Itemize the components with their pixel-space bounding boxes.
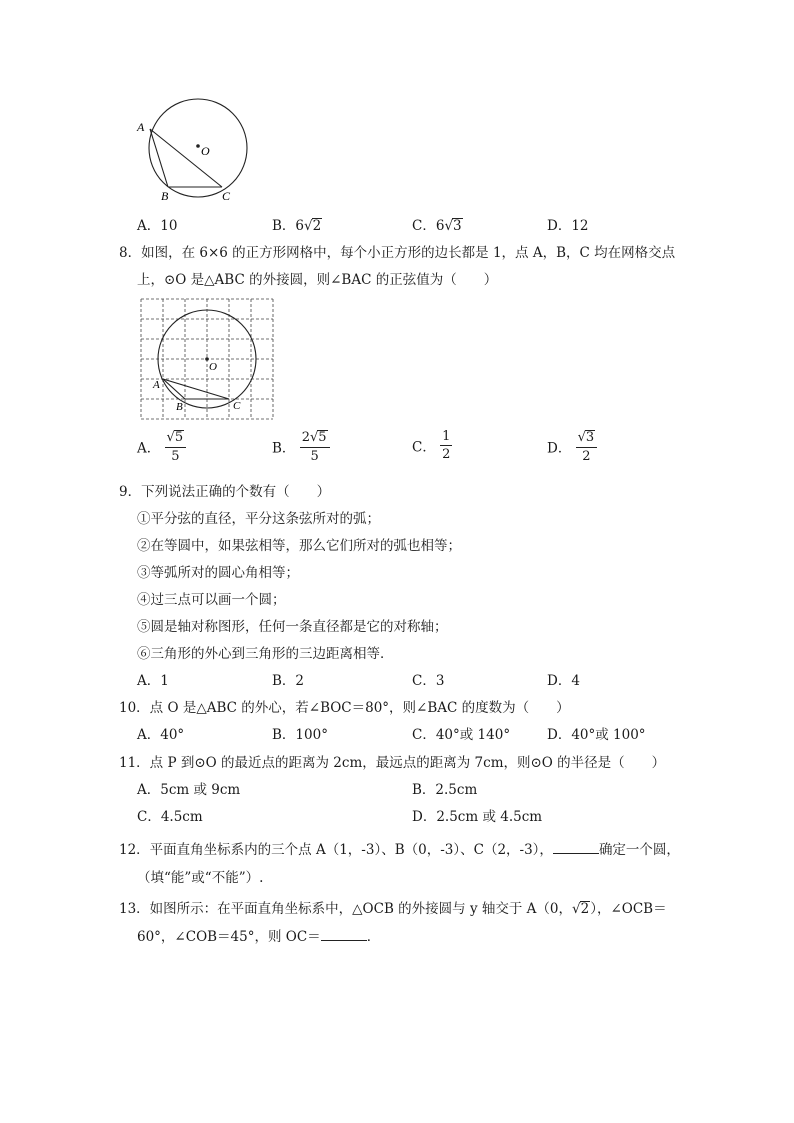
q12-answer-blank[interactable] — [553, 841, 599, 854]
q11-option-c: C．4.5cm — [137, 809, 203, 825]
q9-item-5: ⑤圆是轴对称图形，任何一条直径都是它的对称轴； — [137, 619, 448, 635]
label-o: O — [201, 144, 210, 158]
q11-stem: 11．点 P 到⊙O 的最近点的距离为 2cm，最远点的距离为 7cm，则⊙O 的半径是（ ） — [119, 755, 666, 771]
q13-line1: 13．如图所示：在平面直角坐标系中，△OCB 的外接圆与 y 轴交于 A（0，√2），∠OCB＝ — [119, 901, 667, 917]
q8-stem-line1: 8．如图，在 6×6 的正方形网格中，每个小正方形的边长都是 1，点 A，B，C 均在网格交点 — [119, 245, 676, 261]
q13-answer-blank[interactable] — [321, 928, 367, 941]
q10-stem: 10．点 O 是△ABC 的外心，若∠BOC＝80°，则∠BAC 的度数为（ ） — [119, 700, 570, 716]
q9-option-b: B．2 — [272, 673, 305, 689]
q9-item-4: ④过三点可以画一个圆； — [137, 592, 286, 608]
label-a: A — [153, 379, 160, 391]
q9-item-6: ⑥三角形的外心到三角形的三边距离相等． — [137, 646, 394, 662]
q12-hint: （填“能”或“不能”）. — [137, 870, 264, 886]
q7-option-d: D．12 — [547, 218, 589, 234]
q7-option-b: B．6√2 — [272, 218, 322, 234]
q9-option-d: D．4 — [547, 673, 580, 689]
label-b: B — [176, 401, 183, 413]
q9-item-3: ③等弧所对的圆心角相等； — [137, 565, 299, 581]
circle-o — [149, 99, 247, 197]
figure-q7-circle — [130, 92, 260, 208]
center-point — [196, 144, 200, 148]
segment-ac — [163, 379, 229, 399]
q7-option-a: A．10 — [137, 218, 178, 234]
q9-option-c: C．3 — [412, 673, 445, 689]
label-b: B — [161, 189, 169, 203]
q10-option-d: D．40°或 100° — [547, 727, 646, 743]
q8-option-a: A． $\frac{√5}{5}$ — [137, 430, 186, 463]
q13-line2: 60°，∠COB＝45°，则 OC＝ ． — [137, 929, 381, 945]
q9-option-a: A．1 — [137, 673, 169, 689]
q10-option-b: B．100° — [272, 727, 328, 743]
q10-option-c: C．40°或 140° — [412, 727, 511, 743]
label-c: C — [222, 189, 231, 203]
q9-item-2: ②在等圆中，如果弦相等，那么它们所对的弧也相等； — [137, 538, 461, 554]
label-o: O — [209, 361, 217, 373]
q8-stem-line2: 上，⊙O 是△ABC 的外接圆，则∠BAC 的正弦值为（ ） — [137, 272, 498, 288]
q10-option-a: A．40° — [137, 727, 185, 743]
q8-option-c: C． $\frac{1}{2}$ — [412, 429, 451, 462]
q11-option-d: D．2.5cm 或 4.5cm — [412, 809, 543, 825]
figure-q8-grid — [138, 296, 278, 426]
label-c: C — [233, 400, 241, 412]
q9-stem: 9．下列说法正确的个数有（ ） — [119, 484, 331, 500]
q11-option-a: A．5cm 或 9cm — [137, 782, 241, 798]
q7-option-c: C．6√3 — [412, 218, 462, 234]
q8-option-d: D． $\frac{√3}{2}$ — [547, 430, 597, 463]
q9-item-1: ①平分弦的直径，平分这条弦所对的弧； — [137, 511, 380, 527]
q11-option-b: B．2.5cm — [412, 782, 478, 798]
segment-ac — [150, 129, 222, 187]
label-a: A — [137, 120, 145, 134]
q8-option-b: B． $\frac{2√5}{5}$ — [272, 430, 330, 463]
q12-stem: 12．平面直角坐标系内的三个点 A（1，-3）、B（0，-3）、C（2，-3）， 确定一个圆， — [119, 842, 680, 858]
